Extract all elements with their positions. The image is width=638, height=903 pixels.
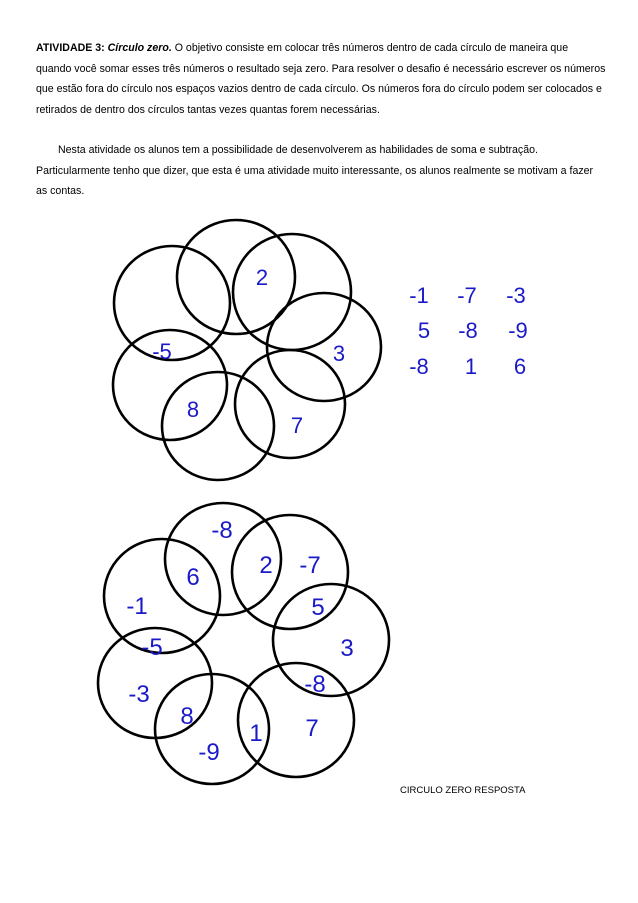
available-numbers: [409, 283, 528, 379]
answer-number: -5: [141, 634, 163, 661]
available-number: -9: [508, 318, 528, 343]
available-number: -8: [458, 318, 478, 343]
answer-number: 8: [180, 703, 194, 730]
answer-circle: [273, 584, 389, 696]
puzzle-circle: [162, 372, 274, 480]
answer-number: 5: [311, 594, 325, 621]
puzzle-circle: [235, 350, 345, 458]
answer-number: 1: [249, 720, 263, 747]
puzzle-number: 8: [186, 397, 200, 422]
answer-number: -9: [198, 739, 220, 766]
answer-number: 7: [305, 715, 319, 742]
comment-paragraph: Nesta atividade os alunos tem a possibilidade de desenvolverem as habilidades de soma e subtração. Particularmente tenho que dizer, que esta é uma atividade muito interessante, os alunos realmente se motivam a fazer as contas.: [36, 144, 594, 197]
answer-caption: CIRCULO ZERO RESPOSTA: [400, 785, 526, 796]
activity-title: ATIVIDADE 3:: [36, 42, 105, 54]
answer-number: -8: [304, 671, 326, 698]
available-number: 6: [513, 354, 527, 379]
answer-number: -8: [211, 517, 233, 544]
puzzle-number: 7: [290, 413, 304, 438]
answer-number: 6: [186, 564, 200, 591]
puzzle-number: 2: [255, 265, 269, 290]
answer-number: -3: [128, 681, 150, 708]
answer-circle: [232, 515, 348, 629]
puzzle-circle: [114, 246, 230, 360]
answer-number: -7: [299, 552, 321, 579]
activity-subtitle: Círculo zero.: [107, 42, 172, 54]
intro-text: O objetivo consiste em colocar três números dentro de cada círculo de maneira que quando você somar esses três números o resultado seja zero. Para resolver o desafio é necessário escrever os números que estão fora do círculo nos espaços vazios dentro de cada círculo. Os números fora do círculo podem ser colocados e retirados de dentro dos círculos tantas vezes quantas forem necessárias.: [36, 42, 606, 116]
available-number: 1: [464, 354, 478, 379]
puzzle-circle: [267, 293, 381, 401]
available-number: -1: [409, 283, 429, 308]
puzzle-number: -5: [152, 339, 172, 364]
available-number: 5: [417, 318, 431, 343]
puzzle-number: 3: [332, 341, 346, 366]
answer-numbers: [126, 517, 353, 766]
answer-number: -1: [126, 593, 148, 620]
answer-number: 2: [259, 552, 273, 579]
available-number: -3: [506, 283, 526, 308]
available-number: -7: [457, 283, 477, 308]
available-number: -8: [409, 354, 429, 379]
answer-number: 3: [340, 635, 354, 662]
puzzle-placed-numbers: [152, 265, 345, 438]
